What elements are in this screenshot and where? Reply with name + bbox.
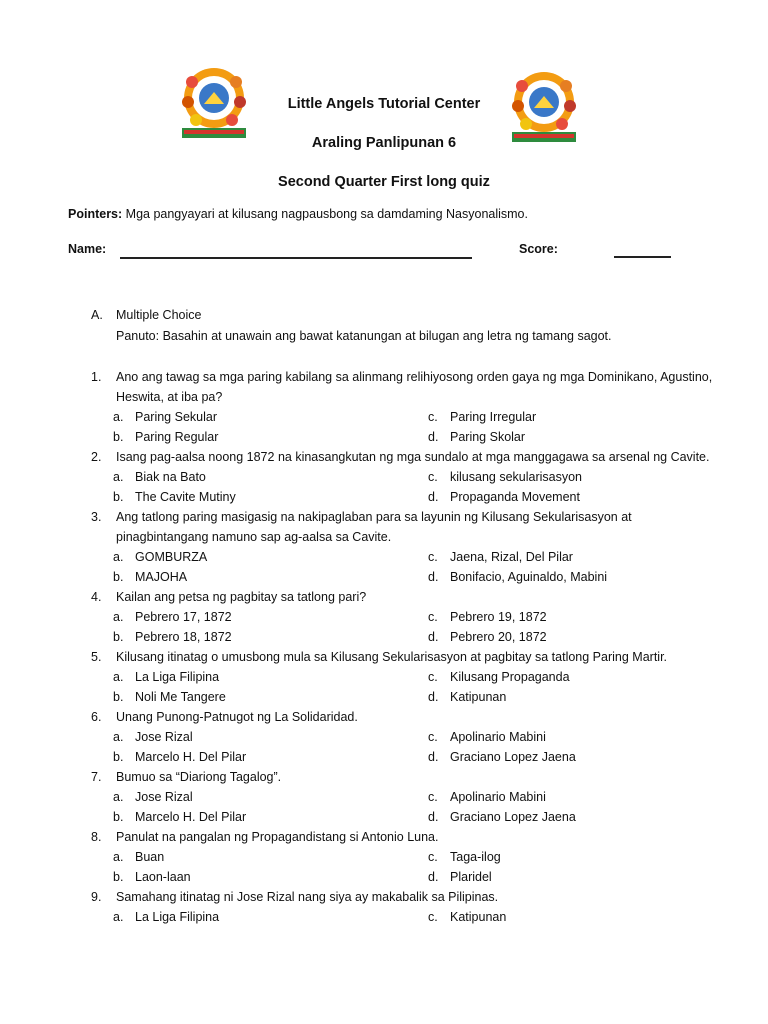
option-a[interactable]: a. Jose Rizal	[113, 730, 193, 744]
option-d[interactable]: d. Bonifacio, Aguinaldo, Mabini	[428, 570, 608, 584]
option-a[interactable]: a. Pebrero 17, 1872	[113, 610, 232, 624]
question-6	[91, 707, 711, 767]
option-b[interactable]: b. Laon-laan	[113, 870, 191, 884]
question-8	[91, 827, 711, 887]
option-c[interactable]: c. Pebrero 19, 1872	[428, 610, 547, 624]
section-title: Multiple Choice	[116, 308, 202, 322]
name-label: Name:	[68, 242, 107, 256]
name-blank[interactable]	[120, 257, 472, 259]
question-number: 5.	[91, 650, 102, 664]
option-c[interactable]: c. Taga-ilog	[428, 850, 501, 864]
option-a[interactable]: a. La Liga Filipina	[113, 670, 220, 684]
question-7	[91, 767, 711, 827]
option-c[interactable]: c. Paring Irregular	[428, 410, 537, 424]
option-c[interactable]: c. kilusang sekularisasyon	[428, 470, 583, 484]
option-b[interactable]: b. Noli Me Tangere	[113, 690, 226, 704]
question-9	[91, 887, 711, 927]
question-text: Isang pag-aalsa noong 1872 na kinasangkutan ng mga sundalo at mga manggagawa sa arsenal ng Cavite.	[116, 450, 710, 464]
pointers-label: Pointers:	[68, 207, 123, 221]
option-d[interactable]: d. Graciano Lopez Jaena	[428, 810, 576, 824]
question-text: Unang Punong-Patnugot ng La Solidaridad.	[116, 710, 358, 724]
question-number: 2.	[91, 450, 102, 464]
option-a[interactable]: a. Paring Sekular	[113, 410, 217, 424]
option-d[interactable]: d. Katipunan	[428, 690, 507, 704]
option-d[interactable]: d. Plaridel	[428, 870, 492, 884]
question-number: 7.	[91, 770, 102, 784]
question-text: Kilusang itinatag o umusbong mula sa Kilusang Sekularisasyon at pagbitay sa tatlong Paring Martir.	[116, 650, 668, 664]
option-b[interactable]: b. MAJOHA	[113, 570, 188, 584]
option-b[interactable]: b. Marcelo H. Del Pilar	[113, 810, 247, 824]
section-letter: A.	[91, 308, 103, 322]
question-number: 8.	[91, 830, 102, 844]
option-d[interactable]: d. Propaganda Movement	[428, 490, 580, 504]
option-c[interactable]: c. Kilusang Propaganda	[428, 670, 570, 684]
option-c[interactable]: c. Apolinario Mabini	[428, 730, 546, 744]
question-number: 6.	[91, 710, 102, 724]
section-instruction: Panuto: Basahin at unawain ang bawat katanungan at bilugan ang letra ng tamang sagot.	[116, 329, 612, 343]
score-label: Score:	[519, 242, 558, 256]
school-name: Little Angels Tutorial Center	[287, 96, 481, 112]
question-1	[91, 367, 711, 447]
score-blank[interactable]	[614, 256, 671, 258]
option-b[interactable]: b. Paring Regular	[113, 430, 219, 444]
question-number: 3.	[91, 510, 102, 524]
option-c[interactable]: c. Katipunan	[428, 910, 507, 924]
question-text: Samahang itinatag ni Jose Rizal nang siya ay makabalik sa Pilipinas.	[116, 890, 499, 904]
option-a[interactable]: a. Buan	[113, 850, 165, 864]
option-a[interactable]: a. La Liga Filipina	[113, 910, 220, 924]
question-text: Ang tatlong paring masigasig na nakipaglaban para sa layunin ng Kilusang Sekularisasyon at pinagbintangang namuno sap ag-aalsa sa Cavite.	[116, 510, 632, 544]
question-text: Ano ang tawag sa mga paring kabilang sa alinmang relihiyosong orden gaya ng mga Dominikano, Agustino, Heswita, at iba pa?	[116, 370, 713, 404]
option-a[interactable]: a. Jose Rizal	[113, 790, 193, 804]
question-4	[91, 587, 711, 647]
option-a[interactable]: a. Biak na Bato	[113, 470, 206, 484]
option-c[interactable]: c. Apolinario Mabini	[428, 790, 546, 804]
question-text: Panulat na pangalan ng Propagandistang si Antonio Luna.	[116, 830, 439, 844]
question-number: 9.	[91, 890, 102, 904]
question-3	[91, 507, 711, 587]
question-2	[91, 447, 711, 507]
option-d[interactable]: d. Paring Skolar	[428, 430, 526, 444]
option-b[interactable]: b. Pebrero 18, 1872	[113, 630, 232, 644]
option-c[interactable]: c. Jaena, Rizal, Del Pilar	[428, 550, 573, 564]
pointers-text: Mga pangyayari at kilusang nagpausbong sa damdaming Nasyonalismo.	[122, 207, 528, 221]
option-a[interactable]: a. GOMBURZA	[113, 550, 208, 564]
question-text: Kailan ang petsa ng pagbitay sa tatlong pari?	[116, 590, 367, 604]
option-b[interactable]: b. The Cavite Mutiny	[113, 490, 236, 504]
question-5	[91, 647, 711, 707]
option-d[interactable]: d. Pebrero 20, 1872	[428, 630, 547, 644]
question-text: Bumuo sa “Diariong Tagalog”.	[116, 770, 282, 784]
option-d[interactable]: d. Graciano Lopez Jaena	[428, 750, 576, 764]
option-b[interactable]: b. Marcelo H. Del Pilar	[113, 750, 247, 764]
question-number: 1.	[91, 370, 102, 384]
quiz-title: Second Quarter First long quiz	[278, 174, 490, 190]
question-number: 4.	[91, 590, 102, 604]
subject-title: Araling Panlipunan 6	[311, 135, 457, 151]
pointers	[68, 207, 528, 221]
